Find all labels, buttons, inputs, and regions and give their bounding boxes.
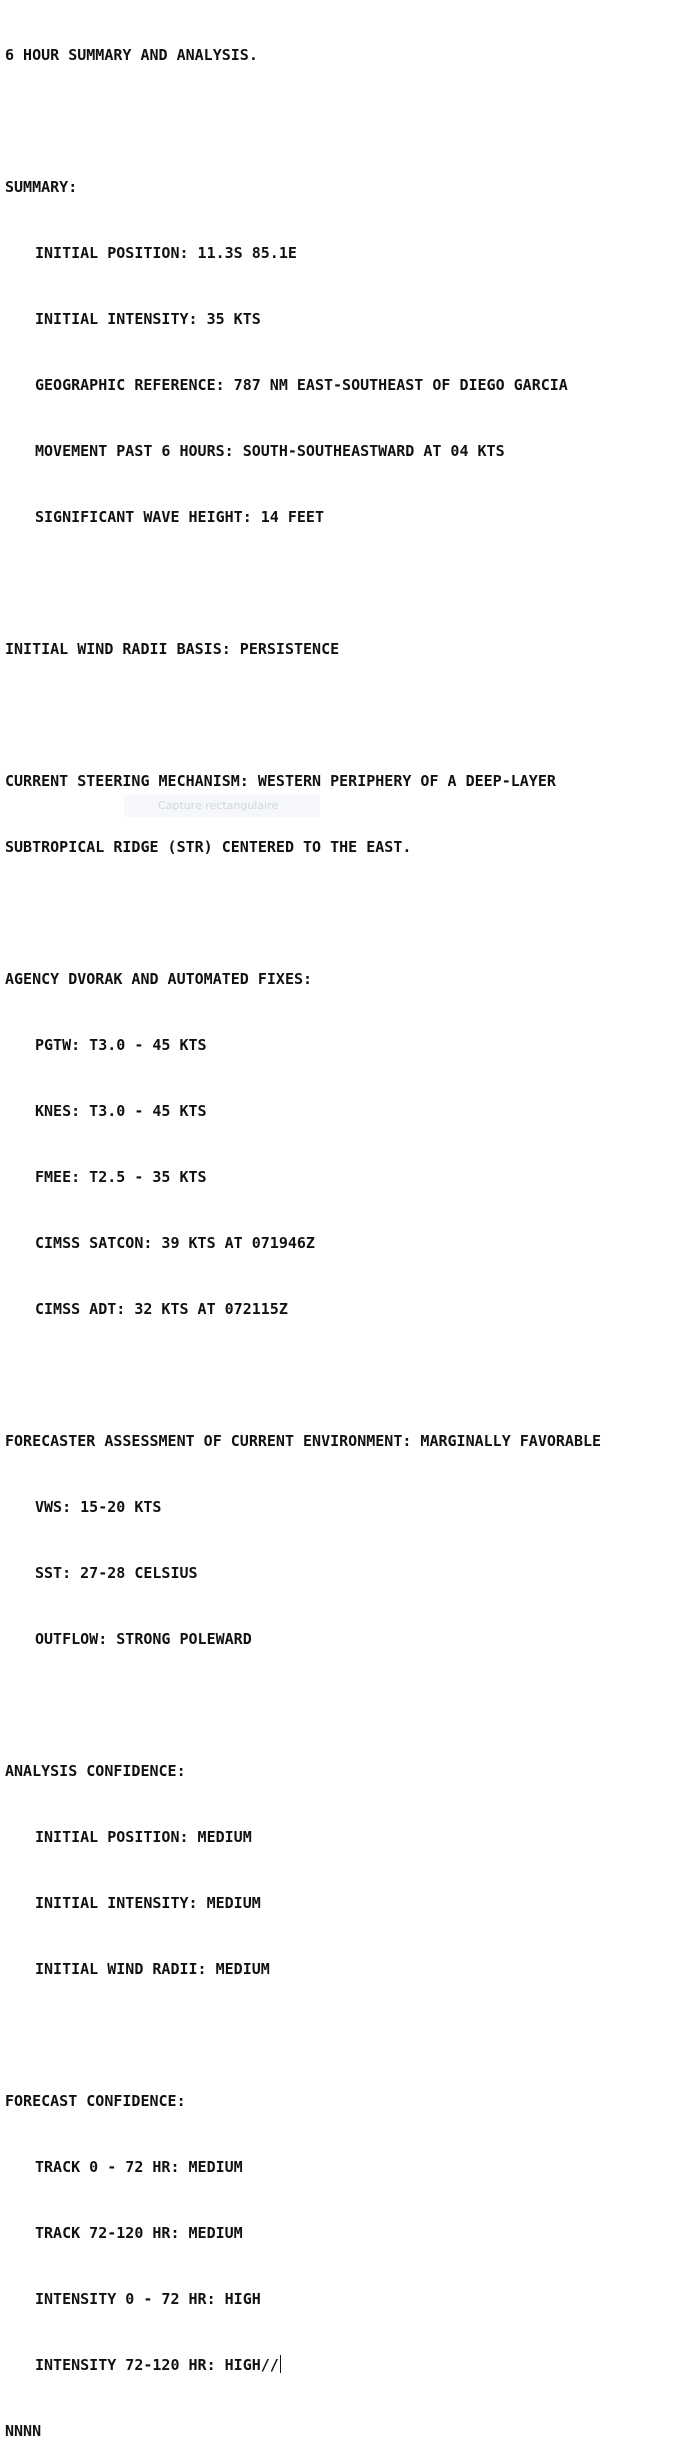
environment-heading: FORECASTER ASSESSMENT OF CURRENT ENVIRONMENT: MARGINALLY FAVORABLE <box>5 1432 602 1450</box>
blank-line <box>5 1694 601 1716</box>
summary-initial-intensity: INITIAL INTENSITY: 35 KTS <box>35 310 261 328</box>
forecast-confidence-heading: FORECAST CONFIDENCE: <box>5 2092 186 2110</box>
fix-pgtw: PGTW: T3.0 - 45 KTS <box>35 1036 207 1054</box>
blank-line <box>5 902 601 924</box>
blank-line <box>5 572 601 594</box>
fix-adt: CIMSS ADT: 32 KTS AT 072115Z <box>35 1300 288 1318</box>
fix-satcon: CIMSS SATCON: 39 KTS AT 071946Z <box>35 1234 315 1252</box>
bulletin-text <box>5 0 601 2464</box>
blank-line <box>5 704 601 726</box>
capture-tooltip: Capture rectangulaire <box>124 795 320 817</box>
environment-sst: SST: 27-28 CELSIUS <box>35 1564 198 1582</box>
steering-line-2: SUBTROPICAL RIDGE (STR) CENTERED TO THE EAST. <box>5 838 412 856</box>
steering-line-1: CURRENT STEERING MECHANISM: WESTERN PERIPHERY OF A DEEP-LAYER <box>5 772 556 790</box>
analysis-confidence-position: INITIAL POSITION: MEDIUM <box>35 1828 252 1846</box>
analysis-confidence-intensity: INITIAL INTENSITY: MEDIUM <box>35 1894 261 1912</box>
analysis-confidence-heading: ANALYSIS CONFIDENCE: <box>5 1762 186 1780</box>
fix-knes: KNES: T3.0 - 45 KTS <box>35 1102 207 1120</box>
text-cursor <box>280 2355 281 2373</box>
blank-line <box>5 110 601 132</box>
summary-wave-height: SIGNIFICANT WAVE HEIGHT: 14 FEET <box>35 508 324 526</box>
forecast-intensity-0-72: INTENSITY 0 - 72 HR: HIGH <box>35 2290 261 2308</box>
forecast-track-72-120: TRACK 72-120 HR: MEDIUM <box>35 2224 243 2242</box>
summary-movement: MOVEMENT PAST 6 HOURS: SOUTH-SOUTHEASTWARD AT 04 KTS <box>35 442 505 460</box>
forecast-intensity-72-120-line[interactable] <box>5 2354 601 2376</box>
analysis-confidence-wind-radii: INITIAL WIND RADII: MEDIUM <box>35 1960 270 1978</box>
wind-radii-basis: INITIAL WIND RADII BASIS: PERSISTENCE <box>5 640 340 658</box>
fixes-heading: AGENCY DVORAK AND AUTOMATED FIXES: <box>5 970 313 988</box>
blank-line <box>5 2024 601 2046</box>
fix-fmee: FMEE: T2.5 - 35 KTS <box>35 1168 207 1186</box>
environment-outflow: OUTFLOW: STRONG POLEWARD <box>35 1630 252 1648</box>
document-title: 6 HOUR SUMMARY AND ANALYSIS. <box>5 46 258 64</box>
end-marker: NNNN <box>5 2422 42 2440</box>
summary-geographic-reference: GEOGRAPHIC REFERENCE: 787 NM EAST-SOUTHEAST OF DIEGO GARCIA <box>35 376 568 394</box>
summary-heading: SUMMARY: <box>5 178 78 196</box>
forecast-intensity-72-120: INTENSITY 72-120 HR: HIGH// <box>35 2356 279 2374</box>
environment-vws: VWS: 15-20 KTS <box>35 1498 162 1516</box>
blank-line <box>5 1364 601 1386</box>
forecast-track-0-72: TRACK 0 - 72 HR: MEDIUM <box>35 2158 243 2176</box>
summary-initial-position: INITIAL POSITION: 11.3S 85.1E <box>35 244 297 262</box>
